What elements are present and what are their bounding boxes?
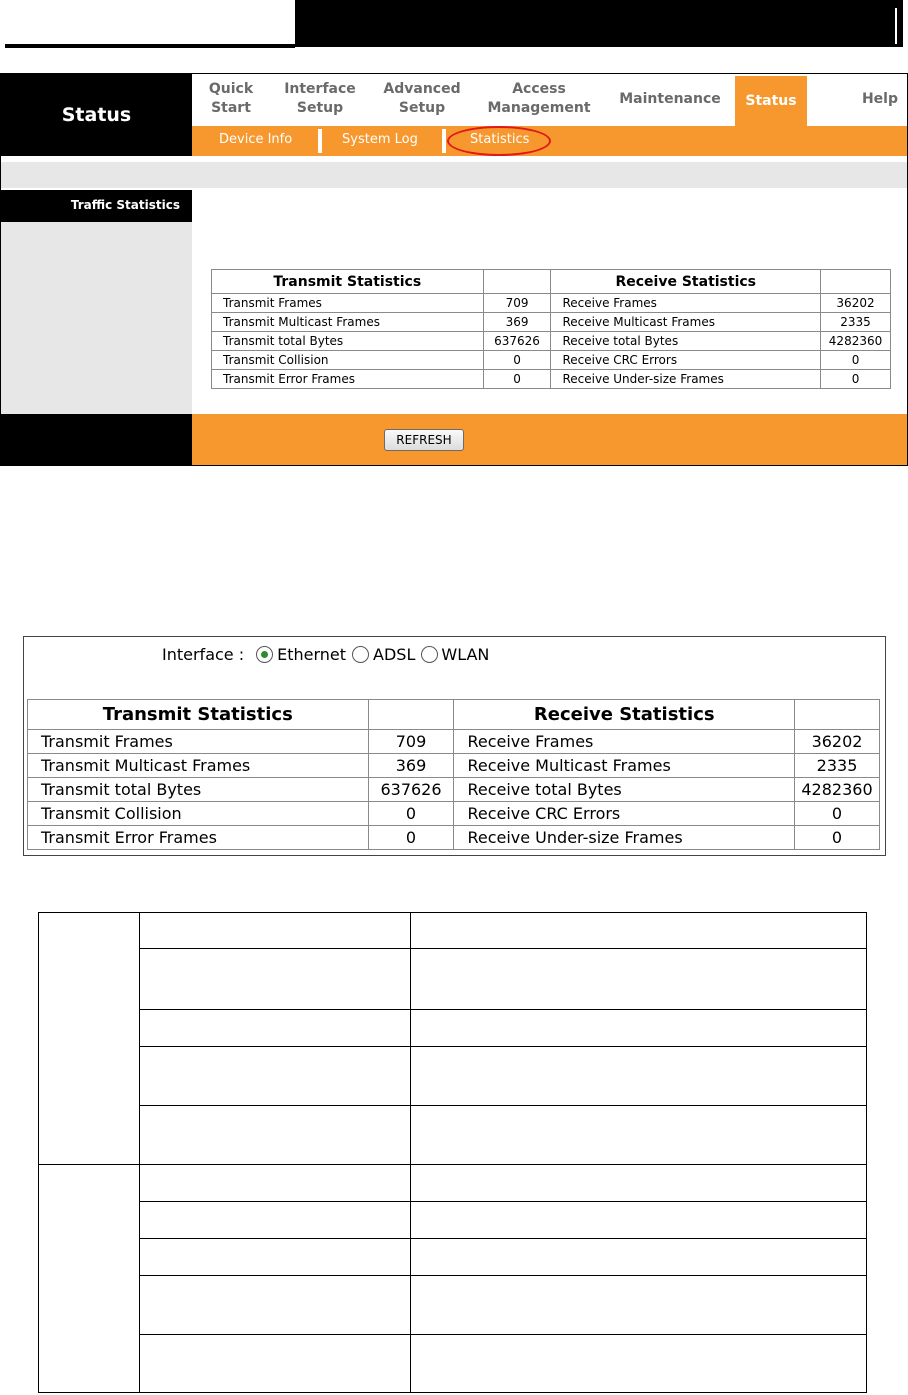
submenu-statistics[interactable]: Statistics: [470, 132, 530, 147]
table-row: [39, 1276, 867, 1335]
table-row: [28, 802, 880, 826]
tx-label: Transmit Error Frames: [212, 370, 484, 389]
header-blank: [368, 700, 454, 730]
menu-maintenance[interactable]: Maintenance: [619, 91, 721, 107]
tx-value: 0: [368, 826, 454, 850]
table-cell: [410, 949, 866, 1010]
tx-label: Transmit Collision: [212, 351, 484, 370]
tx-label: Transmit Multicast Frames: [212, 313, 484, 332]
tx-value: 709: [483, 294, 551, 313]
header-blank: [795, 700, 880, 730]
document-header: [5, 0, 903, 50]
table-row: [212, 370, 891, 389]
rx-label: Receive total Bytes: [551, 332, 821, 351]
table-row: [212, 313, 891, 332]
table-row: [28, 778, 880, 802]
header-inner-line: [895, 8, 897, 44]
rx-value: 36202: [821, 294, 891, 313]
rx-value: 0: [795, 826, 880, 850]
table-cell: [139, 1239, 410, 1276]
table-row: [39, 1239, 867, 1276]
tx-value: 0: [368, 802, 454, 826]
footer-left: [1, 414, 192, 466]
statistics-table-zoomed: [27, 699, 880, 850]
table-cell: [139, 913, 410, 949]
tx-value: 637626: [368, 778, 454, 802]
table-cell: [410, 1165, 866, 1202]
table-row: [39, 1165, 867, 1202]
transmit-header: Transmit Statistics: [28, 700, 369, 730]
header-blank: [821, 270, 891, 294]
menu-access-management[interactable]: Access Management: [487, 81, 591, 116]
table-row: [28, 826, 880, 850]
section-label-traffic-statistics: Traffic Statistics: [1, 190, 192, 222]
table-cell: [139, 1335, 410, 1393]
table-cell: [410, 1047, 866, 1106]
tx-label: Transmit Collision: [28, 802, 369, 826]
menu-quick-start[interactable]: Quick Start: [208, 81, 254, 116]
grey-band: [1, 162, 908, 188]
rx-value: 2335: [821, 313, 891, 332]
main-menu: [192, 74, 908, 126]
table-cell: [410, 1276, 866, 1335]
table-cell: [410, 1106, 866, 1165]
header-black-bar: [295, 0, 903, 47]
radio-checked-icon[interactable]: [256, 646, 273, 663]
table-header-row: [212, 270, 891, 294]
interface-selector: [162, 645, 489, 664]
tx-value: 0: [483, 370, 551, 389]
radio-label-wlan: WLAN: [441, 645, 490, 664]
rx-value: 4282360: [821, 332, 891, 351]
tx-label: Transmit Multicast Frames: [28, 754, 369, 778]
group-cell: [39, 1165, 140, 1393]
tx-label: Transmit total Bytes: [212, 332, 484, 351]
rx-value: 36202: [795, 730, 880, 754]
statistics-highlight-ring: [447, 126, 551, 156]
tx-value: 369: [368, 754, 454, 778]
rx-label: Receive Under-size Frames: [551, 370, 821, 389]
tx-value: 369: [483, 313, 551, 332]
table-row: [28, 730, 880, 754]
rx-value: 2335: [795, 754, 880, 778]
tx-label: Transmit Error Frames: [28, 826, 369, 850]
table-row: [39, 1010, 867, 1047]
rx-value: 4282360: [795, 778, 880, 802]
table-row: [39, 1106, 867, 1165]
menu-status[interactable]: Status: [735, 76, 807, 126]
radio-label-adsl: ADSL: [373, 645, 416, 664]
group-cell: [39, 913, 140, 1165]
rx-label: Receive total Bytes: [454, 778, 795, 802]
receive-header: Receive Statistics: [551, 270, 821, 294]
radio-label-ethernet: Ethernet: [277, 645, 347, 664]
table-cell: [410, 1010, 866, 1047]
refresh-button[interactable]: REFRESH: [384, 429, 464, 451]
rx-label: Receive Multicast Frames: [551, 313, 821, 332]
statistics-table: [211, 269, 891, 389]
menu-interface-setup[interactable]: Interface Setup: [284, 81, 356, 116]
page-title: Status: [1, 74, 192, 156]
table-row: [212, 351, 891, 370]
rx-label: Receive CRC Errors: [551, 351, 821, 370]
rx-label: Receive Multicast Frames: [454, 754, 795, 778]
table-row: [39, 1335, 867, 1393]
table-row: [39, 949, 867, 1010]
table-cell: [139, 1202, 410, 1239]
table-row: [212, 332, 891, 351]
table-row: [39, 1202, 867, 1239]
tx-label: Transmit Frames: [28, 730, 369, 754]
table-cell: [410, 913, 866, 949]
description-table: [38, 912, 867, 1393]
router-screenshot: [0, 73, 908, 466]
receive-header: Receive Statistics: [454, 700, 795, 730]
radio-unchecked-icon[interactable]: [421, 646, 438, 663]
table-row: [212, 294, 891, 313]
rx-label: Receive Under-size Frames: [454, 826, 795, 850]
submenu-separator: [442, 129, 446, 153]
table-row: [39, 913, 867, 949]
menu-help[interactable]: Help: [861, 91, 899, 107]
tx-value: 0: [483, 351, 551, 370]
footer-bar: [192, 414, 908, 466]
zoomed-statistics-panel: [23, 636, 886, 856]
rx-label: Receive Frames: [454, 730, 795, 754]
table-cell: [139, 1276, 410, 1335]
statistics-content: [193, 190, 908, 414]
table-row: [39, 1047, 867, 1106]
table-cell: [410, 1239, 866, 1276]
rx-label: Receive CRC Errors: [454, 802, 795, 826]
sub-menu: [192, 126, 908, 156]
submenu-device-info[interactable]: Device Info: [219, 132, 293, 147]
table-cell: [139, 1047, 410, 1106]
rx-value: 0: [821, 351, 891, 370]
table-cell: [139, 1010, 410, 1047]
submenu-separator: [318, 129, 322, 153]
interface-label: Interface :: [162, 645, 245, 664]
header-blank: [483, 270, 551, 294]
table-cell: [139, 949, 410, 1010]
table-cell: [139, 1165, 410, 1202]
rx-value: 0: [821, 370, 891, 389]
submenu-system-log[interactable]: System Log: [342, 132, 418, 147]
table-row: [28, 754, 880, 778]
table-header-row: [28, 700, 880, 730]
header-rule: [5, 44, 295, 48]
rx-label: Receive Frames: [551, 294, 821, 313]
tx-value: 637626: [483, 332, 551, 351]
table-cell: [410, 1335, 866, 1393]
radio-unchecked-icon[interactable]: [352, 646, 369, 663]
transmit-header: Transmit Statistics: [212, 270, 484, 294]
tx-label: Transmit Frames: [212, 294, 484, 313]
tx-value: 709: [368, 730, 454, 754]
table-cell: [139, 1106, 410, 1165]
menu-advanced-setup[interactable]: Advanced Setup: [383, 81, 461, 116]
rx-value: 0: [795, 802, 880, 826]
table-cell: [410, 1202, 866, 1239]
tx-label: Transmit total Bytes: [28, 778, 369, 802]
